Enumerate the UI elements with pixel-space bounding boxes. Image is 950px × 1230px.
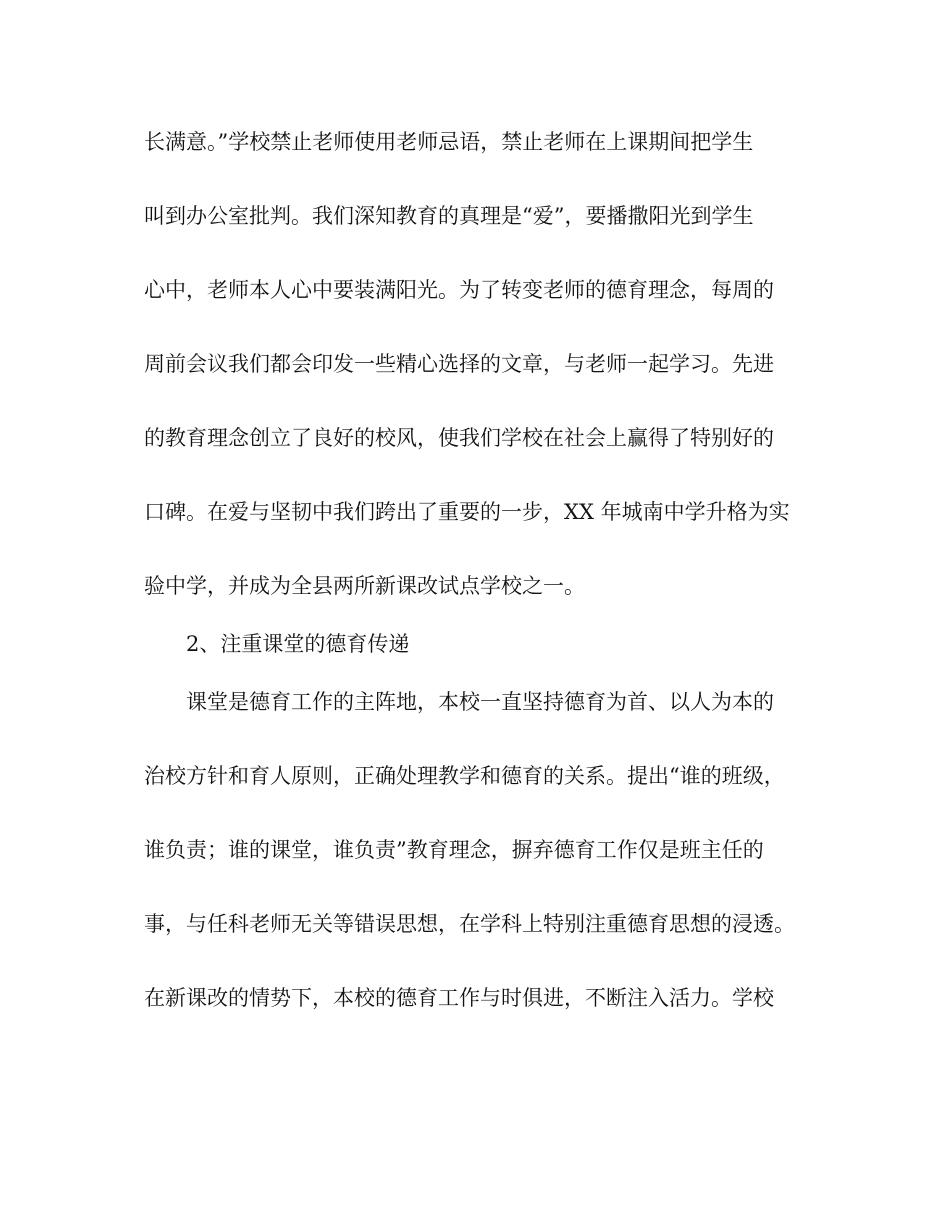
section-heading: 2、注重课堂的德育传递 [186,632,410,656]
paragraph-1-line-6: 口碑。在爱与坚韧中我们跨出了重要的一步，XX 年城南中学升格为实 [144,500,790,524]
paragraph-2-line-5: 在新课改的情势下，本校的德育工作与时俱进，不断注入活力。学校 [144,986,774,1010]
paragraph-2-line-3: 谁负责；谁的课堂，谁负责”教育理念，摒弃德育工作仅是班主任的 [144,838,764,862]
paragraph-2-line-2: 治校方针和育人原则，正确处理教学和德育的关系。提出“谁的班级， [144,764,785,788]
paragraph-2-line-4: 事，与任科老师无关等错误思想，在学科上特别注重德育思想的浸透。 [144,912,795,936]
paragraph-1-line-1: 长满意。”学校禁止老师使用老师忌语，禁止老师在上课期间把学生 [144,130,754,154]
paragraph-1-line-2: 叫到办公室批判。我们深知教育的真理是“爱”，要播撒阳光到学生 [144,204,754,228]
paragraph-1-line-5: 的教育理念创立了良好的校风，使我们学校在社会上赢得了特别好的 [144,426,774,450]
paragraph-1-line-7: 验中学，并成为全县两所新课改试点学校之一。 [144,574,585,598]
paragraph-1-line-4: 周前会议我们都会印发一些精心选择的文章，与老师一起学习。先进 [144,352,774,376]
paragraph-1-line-3: 心中，老师本人心中要装满阳光。为了转变老师的德育理念，每周的 [144,278,774,302]
paragraph-2-line-1: 课堂是德育工作的主阵地，本校一直坚持德育为首、以人为本的 [186,690,774,714]
